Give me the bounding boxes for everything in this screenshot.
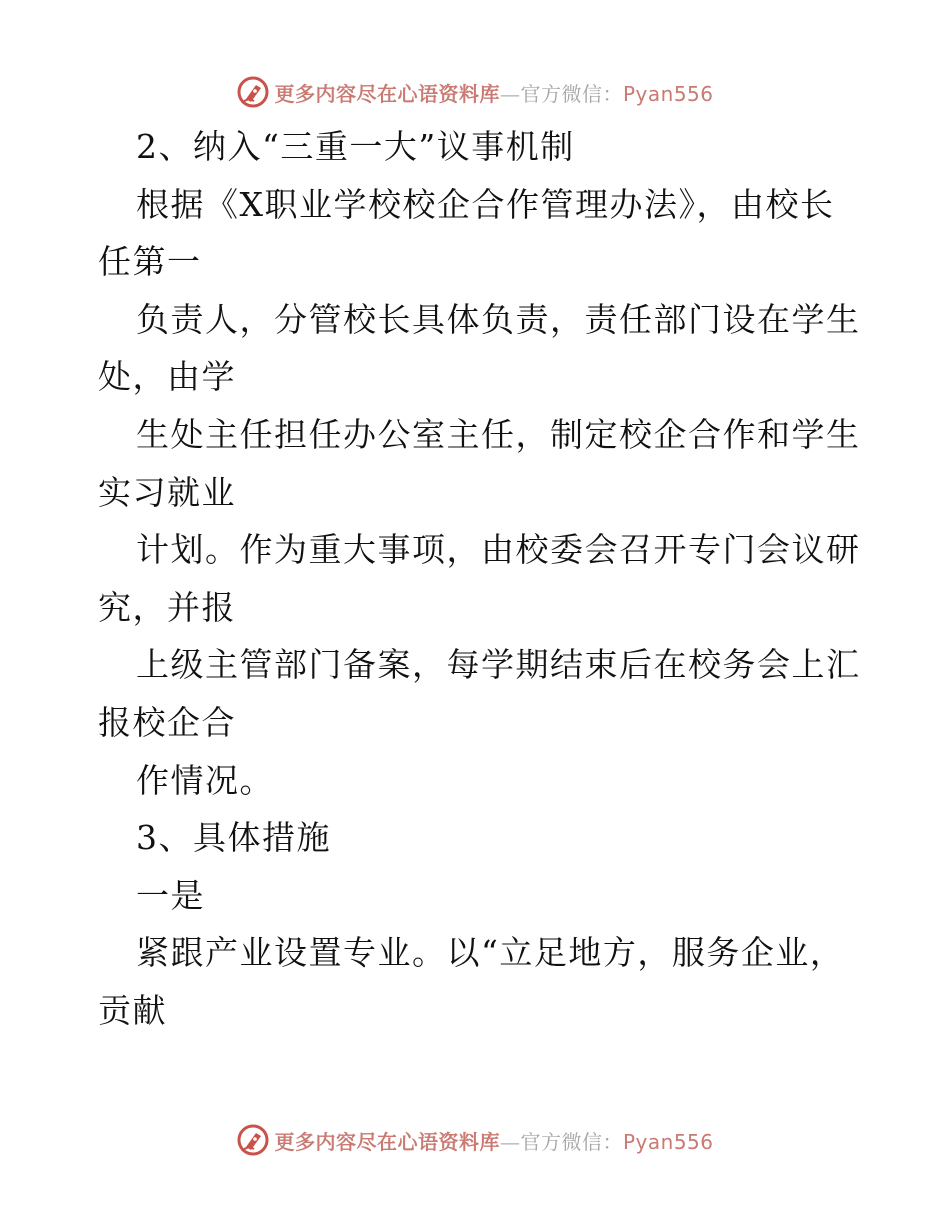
text-line: 2、纳入“三重一大”议事机制 xyxy=(136,127,575,166)
footer-watermark xyxy=(0,1120,950,1160)
header-watermark xyxy=(0,72,950,112)
text-line: 负责人，分管校长具体负责，责任部门设在学生 xyxy=(136,299,861,339)
watermark-brand: 更多内容尽在心语资料库 xyxy=(274,81,500,106)
pen-nib-seal-icon xyxy=(236,75,270,109)
text-line: 生处主任担任办公室主任，制定校企合作和学生 xyxy=(136,414,861,454)
text-line: 贡献 xyxy=(98,990,167,1030)
watermark-text xyxy=(274,1126,713,1155)
watermark-text xyxy=(274,78,713,107)
text-line: 计划。作为重大事项，由校委会召开专门会议研 xyxy=(136,530,861,570)
text-line: 3、具体措施 xyxy=(136,818,331,858)
text-line: 究，并报 xyxy=(98,587,236,627)
watermark-brand: 更多内容尽在心语资料库 xyxy=(274,1129,500,1154)
text-line: 紧跟产业设置专业。以“立足地方，服务企业， xyxy=(136,933,845,973)
text-line: 任第一 xyxy=(98,242,202,282)
watermark-separator: — xyxy=(499,1129,521,1154)
text-line: 根据《X职业学校校企合作管理办法》，由校长 xyxy=(136,184,835,224)
document-body xyxy=(98,118,861,1040)
text-line: 上级主管部门备案，每学期结束后在校务会上汇 xyxy=(136,645,861,685)
text-line: 一是 xyxy=(136,875,205,915)
watermark-wechat-id: Pyan556 xyxy=(622,81,714,106)
text-line: 实习就业 xyxy=(98,472,236,512)
text-line: 处，由学 xyxy=(98,357,236,397)
watermark-separator: — xyxy=(499,81,521,106)
text-line: 作情况。 xyxy=(136,760,274,800)
watermark-wechat-id: Pyan556 xyxy=(622,1129,714,1154)
watermark-wechat-label: 官方微信： xyxy=(520,81,623,106)
text-line: 报校企合 xyxy=(98,702,236,742)
watermark-wechat-label: 官方微信： xyxy=(520,1129,623,1154)
pen-nib-seal-icon xyxy=(236,1123,270,1157)
